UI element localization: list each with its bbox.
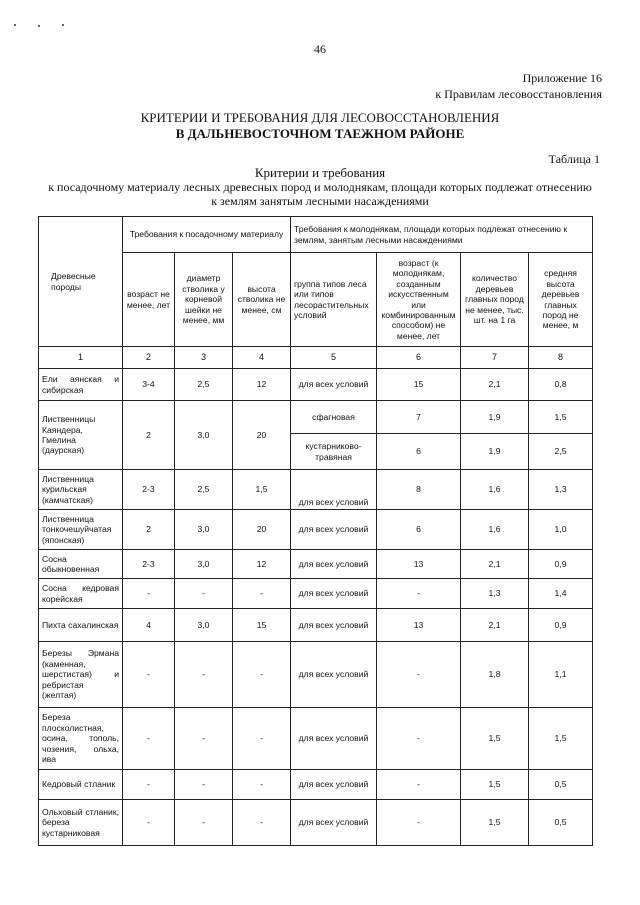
species-cell: Лиственницы Каяндера, Гмелина (даурская)	[39, 401, 123, 470]
average-height-cell: 0,8	[529, 369, 593, 401]
table-row	[39, 800, 593, 846]
height-cell: -	[233, 770, 291, 800]
young-age-cell: -	[377, 800, 461, 846]
average-height-cell: 1,1	[529, 642, 593, 708]
age-cell: 2	[123, 401, 175, 470]
species-cell: Пихта сахалинская	[39, 609, 123, 642]
diameter-cell: 2,5	[175, 470, 233, 510]
young-age-cell: 6	[377, 510, 461, 550]
young-age-cell: -	[377, 770, 461, 800]
young-age-cell: -	[377, 642, 461, 708]
title-line-2: В ДАЛЬНЕВОСТОЧНОМ ТАЕЖНОМ РАЙОНЕ	[175, 126, 465, 141]
table-row	[39, 369, 593, 401]
annex-number: Приложение 16	[522, 71, 602, 85]
criteria-table	[38, 216, 593, 846]
diameter-cell: -	[175, 579, 233, 609]
species-cell: Лиственница курильская (камчатская)	[39, 470, 123, 510]
tree-count-cell: 1,9	[461, 401, 529, 434]
young-age-cell: 13	[377, 609, 461, 642]
height-cell: 12	[233, 550, 291, 579]
conditions-cell: для всех условий	[291, 579, 377, 609]
young-age-cell: 7	[377, 401, 461, 434]
age-cell: 2-3	[123, 470, 175, 510]
height-cell: -	[233, 579, 291, 609]
conditions-cell: для всех условий	[291, 550, 377, 579]
height-cell: -	[233, 800, 291, 846]
table-label: Таблица 1	[548, 152, 600, 166]
diameter-cell: 3,0	[175, 609, 233, 642]
header-tree-count: количество деревьев главных пород не менее, тыс. шт. на 1 га	[461, 253, 529, 347]
table-row	[39, 579, 593, 609]
tree-count-cell: 1,5	[461, 708, 529, 770]
species-cell: Березы Эрмана (каменная, шерстистая) и ребристая (желтая)	[39, 642, 123, 708]
average-height-cell: 1,4	[529, 579, 593, 609]
species-cell: Лиственница тонкочешуйчатая (японская)	[39, 510, 123, 550]
column-number: 8	[529, 347, 593, 369]
age-cell: -	[123, 770, 175, 800]
table-row	[39, 470, 593, 510]
average-height-cell: 0,9	[529, 550, 593, 579]
young-age-cell: 15	[377, 369, 461, 401]
height-cell: 12	[233, 369, 291, 401]
table-row	[39, 770, 593, 800]
tree-count-cell: 1,9	[461, 434, 529, 470]
header-diameter: диаметр стволика у корневой шейки не менее, мм	[175, 253, 233, 347]
table-row	[39, 642, 593, 708]
column-number: 2	[123, 347, 175, 369]
species-cell: Сосна кедровая корейская	[39, 579, 123, 609]
conditions-cell: сфагновая	[291, 401, 377, 434]
annex-rules: к Правилам лесовосстановления	[435, 87, 602, 101]
table-row	[39, 510, 593, 550]
conditions-cell: для всех условий	[291, 642, 377, 708]
young-age-cell: 13	[377, 550, 461, 579]
height-cell: 20	[233, 510, 291, 550]
caption-line-2: к посадочному материалу лесных древесных пород и молоднякам, площади которых подлежат отнесению	[48, 180, 592, 194]
diameter-cell: -	[175, 708, 233, 770]
conditions-cell: для всех условий	[291, 369, 377, 401]
column-number: 3	[175, 347, 233, 369]
diameter-cell: -	[175, 770, 233, 800]
header-age: возраст не менее, лет	[123, 253, 175, 347]
young-age-cell: 8	[377, 470, 461, 510]
table-row	[39, 550, 593, 579]
diameter-cell: 3,0	[175, 550, 233, 579]
scan-speck	[62, 24, 64, 26]
tree-count-cell: 2,1	[461, 550, 529, 579]
tree-count-cell: 1,5	[461, 770, 529, 800]
tree-count-cell: 1,3	[461, 579, 529, 609]
column-number: 7	[461, 347, 529, 369]
average-height-cell: 1,0	[529, 510, 593, 550]
table-row	[39, 609, 593, 642]
species-cell: Береза плосколистная, осина, тополь, чозения, ольха, ива	[39, 708, 123, 770]
average-height-cell: 1,3	[529, 470, 593, 510]
species-cell: Ольховый стланик, береза кустарниковая	[39, 800, 123, 846]
height-cell: 20	[233, 401, 291, 470]
age-cell: -	[123, 800, 175, 846]
table-row	[39, 401, 593, 434]
species-cell: Сосна обыкновенная	[39, 550, 123, 579]
average-height-cell: 0,5	[529, 800, 593, 846]
header-young-stands: Требования к молоднякам, площади которых подлежат отнесению к землям, занятым лесными насаждениями	[291, 217, 593, 253]
header-average-height: средняя высота деревьев главных пород не менее, м	[529, 253, 593, 347]
scan-speck	[38, 25, 40, 27]
tree-count-cell: 2,1	[461, 609, 529, 642]
age-cell: 2	[123, 510, 175, 550]
species-cell: Ели аянская и сибирская	[39, 369, 123, 401]
diameter-cell: -	[175, 800, 233, 846]
table-row	[39, 708, 593, 770]
header-height: высота стволика не менее, см	[233, 253, 291, 347]
caption-line-1: Критерии и требования	[254, 165, 386, 180]
page-number: 46	[314, 42, 326, 56]
age-cell: 2-3	[123, 550, 175, 579]
average-height-cell: 2,5	[529, 434, 593, 470]
tree-count-cell: 1,5	[461, 800, 529, 846]
tree-count-cell: 1,6	[461, 510, 529, 550]
age-cell: 4	[123, 609, 175, 642]
age-cell: -	[123, 579, 175, 609]
diameter-cell: -	[175, 642, 233, 708]
young-age-cell: 6	[377, 434, 461, 470]
column-number: 6	[377, 347, 461, 369]
header-species: Древесные породы	[39, 217, 123, 347]
conditions-cell: для всех условий	[291, 609, 377, 642]
column-numbers-row	[39, 347, 593, 369]
average-height-cell: 1,5	[529, 708, 593, 770]
title-line-1: КРИТЕРИИ И ТРЕБОВАНИЯ ДЛЯ ЛЕСОВОССТАНОВЛЕНИЯ	[140, 110, 500, 125]
diameter-cell: 2,5	[175, 369, 233, 401]
diameter-cell: 3,0	[175, 401, 233, 470]
caption-line-3: к землям занятым лесными насаждениями	[211, 194, 429, 208]
tree-count-cell: 1,6	[461, 470, 529, 510]
age-cell: -	[123, 642, 175, 708]
average-height-cell: 0,5	[529, 770, 593, 800]
conditions-cell: для всех условий	[291, 470, 377, 510]
diameter-cell: 3,0	[175, 510, 233, 550]
column-number: 4	[233, 347, 291, 369]
tree-count-cell: 1,8	[461, 642, 529, 708]
header-planting-material: Требования к посадочному материалу	[123, 217, 291, 253]
column-number: 5	[291, 347, 377, 369]
species-cell: Кедровый стланик	[39, 770, 123, 800]
height-cell: -	[233, 708, 291, 770]
young-age-cell: -	[377, 579, 461, 609]
conditions-cell: для всех условий	[291, 510, 377, 550]
height-cell: 15	[233, 609, 291, 642]
height-cell: 1,5	[233, 470, 291, 510]
header-young-age: возраст (к молоднякам, созданным искусственным или комбинированным способом) не менее, лет	[377, 253, 461, 347]
average-height-cell: 1,5	[529, 401, 593, 434]
column-number: 1	[39, 347, 123, 369]
header-conditions: группа типов леса или типов лесорастительных условий	[291, 253, 377, 347]
scan-speck	[14, 24, 16, 26]
age-cell: -	[123, 708, 175, 770]
conditions-cell: кустарниково-травяная	[291, 434, 377, 470]
document-title	[0, 110, 640, 142]
conditions-cell: для всех условий	[291, 708, 377, 770]
average-height-cell: 0,9	[529, 609, 593, 642]
annex-reference	[435, 70, 602, 102]
conditions-cell: для всех условий	[291, 800, 377, 846]
tree-count-cell: 2,1	[461, 369, 529, 401]
conditions-cell: для всех условий	[291, 770, 377, 800]
height-cell: -	[233, 642, 291, 708]
young-age-cell: -	[377, 708, 461, 770]
age-cell: 3-4	[123, 369, 175, 401]
table-caption	[0, 166, 640, 208]
